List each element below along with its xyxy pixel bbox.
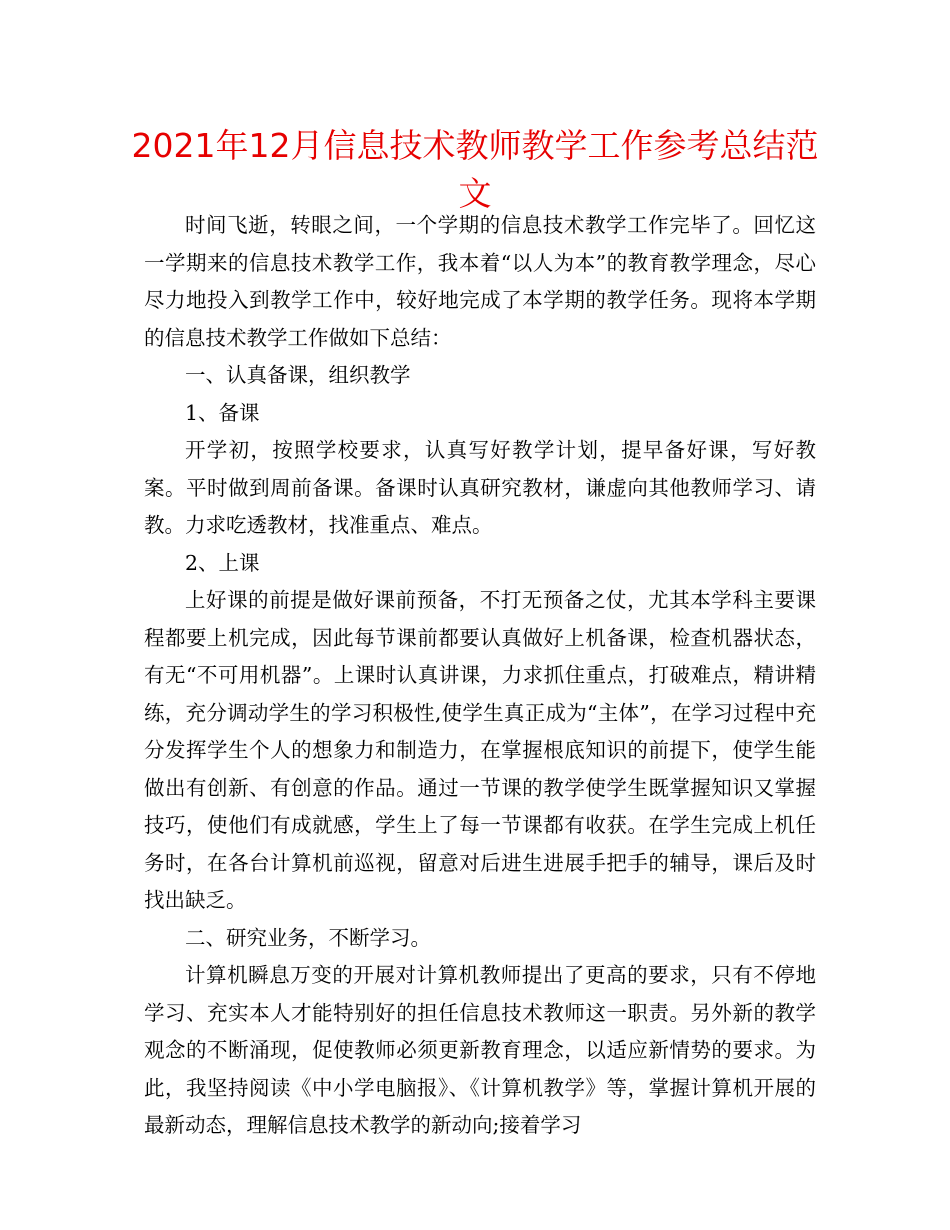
subsection-heading-2: 2、上课 xyxy=(185,550,260,575)
paragraph-intro: 时间飞逝，转眼之间，一个学期的信息技术教学工作完毕了。回忆这一学期来的信息技术教学工作，我本着“以人为本”的教育教学理念，尽心尽力地投入到教学工作中，较好地完成了本学期的教学任务。现将本学期的信息技术教学工作做如下总结： xyxy=(144,213,816,350)
section-heading-2: 二、研究业务，不断学习。 xyxy=(185,925,431,950)
document-body xyxy=(144,207,816,1145)
document-title: 2021年12月信息技术教师教学工作参考总结范文 xyxy=(131,126,819,213)
paragraph-study: 计算机瞬息万变的开展对计算机教师提出了更高的要求，只有不停地学习、充实本人才能特别好的担任信息技术教师这一职责。另外新的教学观念的不断涌现，促使教师必须更新教育理念，以适应新情势的要求。为此，我坚持阅读《中小学电脑报》、《计算机教学》等，掌握计算机开展的最新动态，理解信息技术教学的新动向;接着学习 xyxy=(144,963,816,1137)
section-heading-1: 一、认真备课，组织教学 xyxy=(185,363,411,387)
paragraph-teaching: 上好课的前提是做好课前预备，不打无预备之仗，尤其本学科主要课程都要上机完成，因此每节课前都要认真做好上机备课，检查机器状态，有无“不可用机器”。上课时认真讲课，力求抓住重点，打破难点，精讲精练，充分调动学生的学习积极性,使学生真正成为“主体”，在学习过程中充分发挥学生个人的想象力和制造力，在掌握根底知识的前提下，使学生能做出有创新、有创意的作品。通过一节课的教学使学生既掌握知识又掌握技巧，使他们有成就感，学生上了每一节课都有收获。在学生完成上机任务时，在各台计算机前巡视，留意对后进生进展手把手的辅导，课后及时找出缺乏。 xyxy=(144,588,816,912)
paragraph-preparation: 开学初，按照学校要求，认真写好教学计划，提早备好课，写好教案。平时做到周前备课。备课时认真研究教材，谦虚向其他教师学习、请教。力求吃透教材，找准重点、难点。 xyxy=(144,438,816,537)
subsection-heading-1: 1、备课 xyxy=(185,400,260,425)
